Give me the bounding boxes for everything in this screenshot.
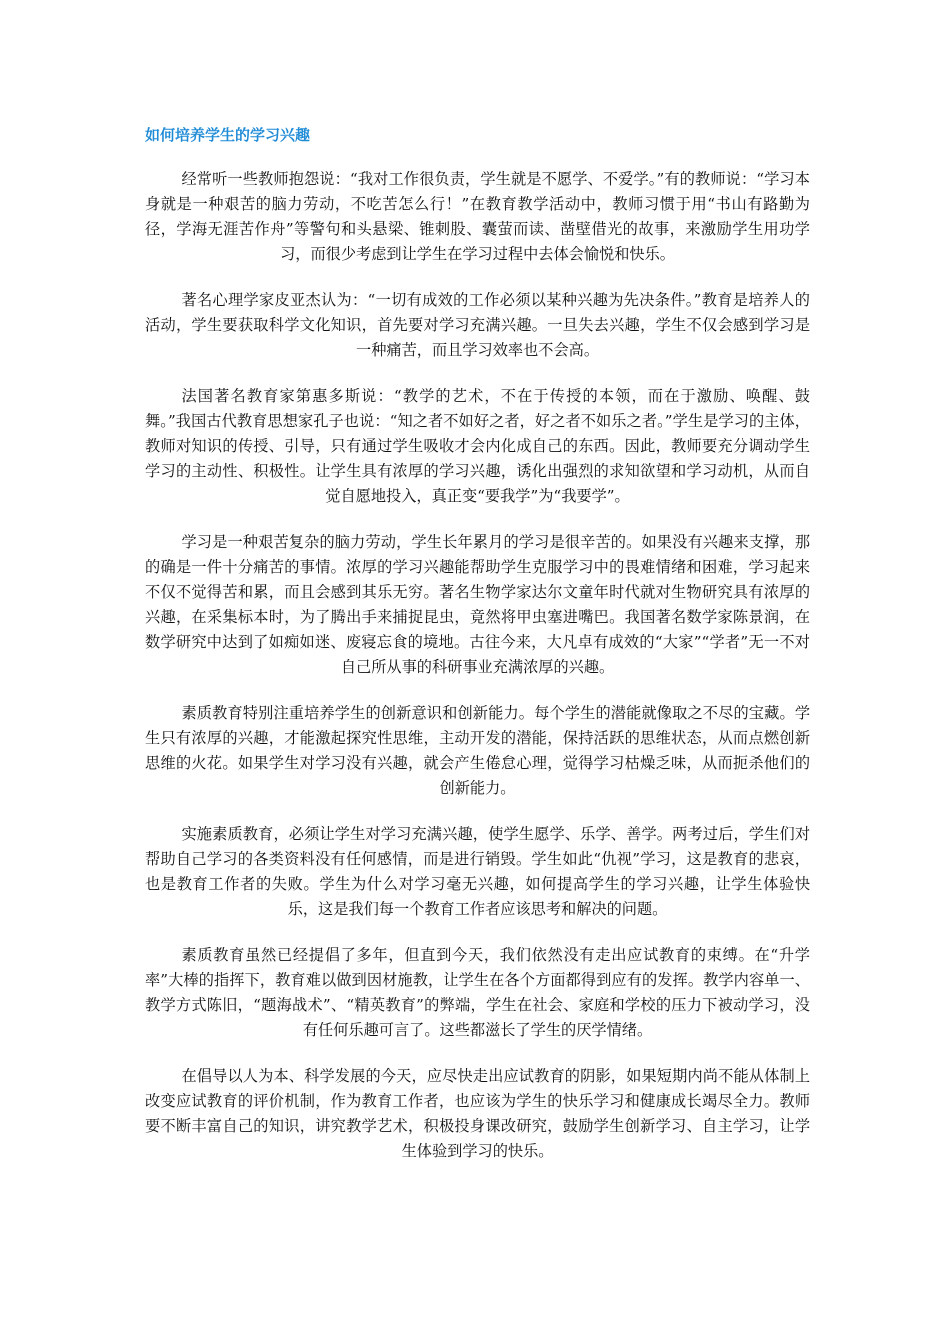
document-page: [145, 125, 810, 1185]
paragraph-7: 素质教育虽然已经提倡了多年，但直到今天，我们依然没有走出应试教育的束缚。在“升学率”大棒的指挥下，教育难以做到因材施教，让学生在各个方面都得到应有的发挥。教学内容单一、教学方式陈旧，“题海战术”、“精英教育”的弊端，学生在社会、家庭和学校的压力下被动学习，没有任何乐趣可言了。这些都滋长了学生的厌学情绪。: [145, 946, 810, 1039]
paragraph-1: 经常听一些教师抱怨说：“我对工作很负责，学生就是不愿学、不爱学。”有的教师说：“学习本身就是一种艰苦的脑力劳动，不吃苦怎么行！”在教育教学活动中，教师习惯于用“书山有路勤为径，学海无涯苦作舟”等警句和头悬梁、锥刺股、囊萤而读、凿壁借光的故事，来激励学生用功学习，而很少考虑到让学生在学习过程中去体会愉悦和快乐。: [145, 170, 810, 263]
paragraph-4: 学习是一种艰苦复杂的脑力劳动，学生长年累月的学习是很辛苦的。如果没有兴趣来支撑，那的确是一件十分痛苦的事情。浓厚的学习兴趣能帮助学生克服学习中的畏难情绪和困难，学习起来不仅不觉得苦和累，而且会感到其乐无穷。著名生物学家达尔文童年时代就对生物研究具有浓厚的兴趣，在采集标本时，为了腾出手来捕捉昆虫，竟然将甲虫塞进嘴巴。我国著名数学家陈景润，在数学研究中达到了如痴如迷、废寝忘食的境地。古往今来，大凡卓有成效的“大家”“学者”无一不对自己所从事的科研事业充满浓厚的兴趣。: [145, 533, 810, 676]
paragraph-8: 在倡导以人为本、科学发展的今天，应尽快走出应试教育的阴影，如果短期内尚不能从体制上改变应试教育的评价机制，作为教育工作者，也应该为学生的快乐学习和健康成长竭尽全力。教师要不断丰富自己的知识，讲究教学艺术，积极投身课改研究，鼓励学生创新学习、自主学习，让学生体验到学习的快乐。: [145, 1067, 810, 1160]
document-title: 如何培养学生的学习兴趣: [145, 126, 311, 144]
paragraph-2: 著名心理学家皮亚杰认为：“一切有成效的工作必须以某种兴趣为先决条件。”教育是培养人的活动，学生要获取科学文化知识，首先要对学习充满兴趣。一旦失去兴趣，学生不仅会感到学习是一种痛苦，而且学习效率也不会高。: [145, 291, 810, 359]
paragraph-5: 素质教育特别注重培养学生的创新意识和创新能力。每个学生的潜能就像取之不尽的宝藏。学生只有浓厚的兴趣，才能激起探究性思维，主动开发的潜能，保持活跃的思维状态，从而点燃创新思维的火花。如果学生对学习没有兴趣，就会产生倦怠心理，觉得学习枯燥乏味，从而扼杀他们的创新能力。: [145, 704, 810, 797]
paragraph-6: 实施素质教育，必须让学生对学习充满兴趣，使学生愿学、乐学、善学。两考过后，学生们对帮助自己学习的各类资料没有任何感情，而是进行销毁。学生如此“仇视”学习，这是教育的悲哀，也是教育工作者的失败。学生为什么对学习毫无兴趣，如何提高学生的学习兴趣，让学生体验快乐，这是我们每一个教育工作者应该思考和解决的问题。: [145, 825, 810, 918]
paragraph-3: 法国著名教育家第惠多斯说：“教学的艺术，不在于传授的本领，而在于激励、唤醒、鼓舞。”我国古代教育思想家孔子也说：“知之者不如好之者，好之者不如乐之者。”学生是学习的主体，教师对知识的传授、引导，只有通过学生吸收才会内化成自己的东西。因此，教师要充分调动学生学习的主动性、积极性。让学生具有浓厚的学习兴趣，诱化出强烈的求知欲望和学习动机，从而自觉自愿地投入，真正变“要我学”为“我要学”。: [145, 387, 810, 505]
